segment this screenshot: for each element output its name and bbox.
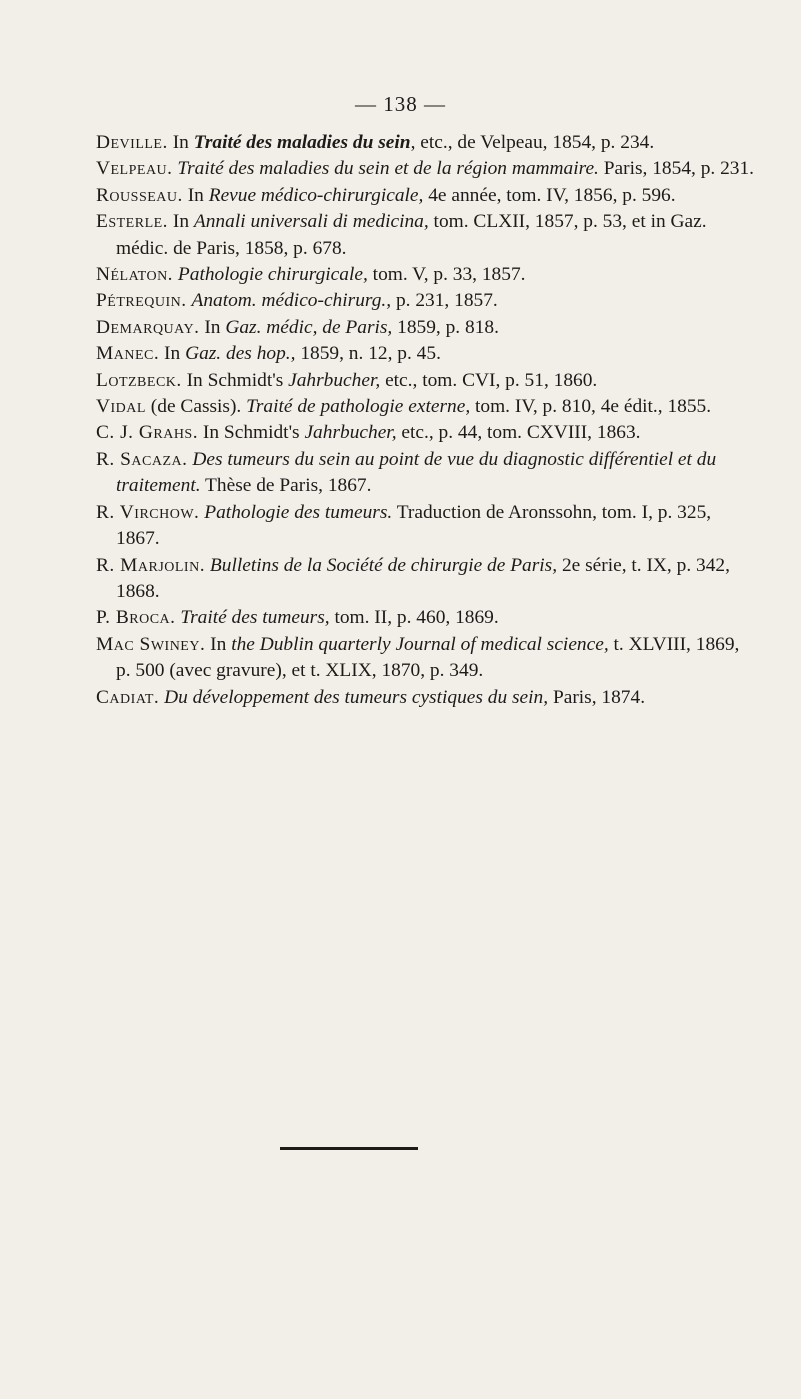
reference-title: Revue médico-chirurgicale,	[208, 184, 424, 206]
reference-item	[96, 368, 756, 394]
reference-item	[96, 130, 756, 156]
reference-details: tom. IV, p. 810, 4e édit., 1855.	[470, 396, 712, 418]
reference-title: Anatom. médico-chirurg.,	[191, 290, 392, 312]
reference-item	[96, 209, 756, 262]
reference-item	[96, 685, 756, 711]
reference-author: Demarquay.	[96, 316, 200, 338]
reference-item	[96, 262, 756, 288]
reference-details: tom. V, p. 33, 1857.	[367, 264, 526, 286]
reference-title: Gaz. médic, de Paris,	[225, 316, 393, 338]
reference-author: Nélaton.	[96, 264, 174, 286]
reference-title: Traité de pathologie externe,	[246, 396, 471, 418]
reference-prefix: (de Cassis).	[145, 396, 247, 418]
reference-prefix: In Schmidt's	[181, 369, 289, 391]
reference-details: tom. CLXII, 1857, p. 53, et in Gaz. médic. de Paris, 1858, p. 678.	[116, 211, 707, 259]
reference-details: t. XLVIII, 1869, p. 500 (avec gravure), et t. XLIX, 1870, p. 349.	[116, 633, 740, 682]
reference-details: , etc., de Velpeau, 1854, p. 234.	[410, 132, 655, 153]
reference-prefix: In	[182, 184, 209, 206]
reference-details: Paris, 1854, p. 231.	[598, 158, 755, 180]
reference-details: Paris, 1874.	[548, 686, 646, 708]
reference-author: R. Marjolin.	[96, 554, 206, 576]
reference-details: Traduction de Aronssohn, tom. I, p. 325, 1867.	[116, 501, 712, 550]
reference-title: Jahrbucher,	[304, 422, 397, 444]
reference-details: tom. II, p. 460, 1869.	[329, 607, 499, 629]
reference-title: Traité des maladies du sein et de la région mammaire.	[177, 158, 599, 180]
reference-author: C. J. Grahs.	[96, 422, 199, 444]
reference-item	[96, 288, 756, 314]
reference-item	[96, 553, 756, 606]
reference-item	[96, 420, 756, 446]
reference-title: Pathologie chirurgicale,	[177, 264, 368, 286]
reference-item	[96, 394, 756, 420]
reference-title: Bulletins de la Société de chirurgie de Paris,	[209, 554, 558, 576]
reference-details: 4e année, tom. IV, 1856, p. 596.	[423, 184, 676, 206]
reference-author: Pétrequin.	[96, 290, 187, 312]
reference-item	[96, 341, 756, 367]
reference-title: Traité des tumeurs,	[180, 607, 330, 629]
reference-title: Traité des maladies du sein	[193, 132, 411, 153]
reference-author: Esterle.	[96, 211, 169, 233]
reference-title: Des tumeurs du sein au point de vue du diagnostic différentiel et du traitement.	[116, 448, 717, 497]
reference-title: Gaz. des hop.,	[185, 343, 296, 365]
reference-title: Annali universali di medicina,	[193, 211, 429, 233]
reference-title: Du développement des tumeurs cystiques du sein,	[164, 686, 549, 708]
reference-details: etc., p. 44, tom. CXVIII, 1863.	[396, 422, 641, 444]
section-divider	[280, 1147, 418, 1150]
reference-item	[96, 447, 756, 500]
reference-prefix: In	[205, 633, 232, 655]
reference-details: etc., tom. CVI, p. 51, 1860.	[380, 369, 598, 391]
reference-author: Mac Swiney.	[96, 633, 206, 655]
reference-title: Pathologie des tumeurs.	[204, 501, 393, 523]
reference-item	[96, 605, 756, 631]
reference-details: 1859, n. 12, p. 45.	[295, 343, 441, 365]
reference-details: p. 231, 1857.	[391, 290, 498, 312]
reference-author: Velpeau.	[96, 158, 173, 180]
reference-prefix: In	[167, 132, 194, 153]
reference-prefix: In	[159, 343, 186, 365]
reference-author: P. Broca.	[96, 607, 176, 629]
reference-details: Thèse de Paris, 1867.	[200, 475, 372, 497]
reference-item	[96, 315, 756, 341]
reference-prefix: In	[168, 211, 194, 233]
reference-author: R. Virchow.	[96, 501, 200, 523]
reference-author: Lotzbeck.	[96, 369, 182, 391]
reference-author: Manec.	[96, 343, 160, 365]
reference-list	[96, 130, 756, 711]
reference-item	[96, 183, 756, 209]
reference-details: 1859, p. 818.	[392, 316, 499, 338]
page-number: — 138 —	[355, 92, 446, 116]
reference-prefix: In Schmidt's	[198, 422, 305, 444]
reference-item	[96, 500, 756, 553]
reference-title: Jahrbucher,	[288, 369, 381, 391]
reference-author: R. Sacaza.	[96, 448, 188, 470]
reference-item	[96, 632, 756, 685]
reference-details: 2e série, t. IX, p. 342, 1868.	[116, 554, 730, 602]
reference-item	[96, 156, 756, 182]
reference-prefix: In	[199, 316, 226, 338]
reference-author: Deville.	[96, 132, 168, 153]
reference-author: Vidal	[96, 396, 146, 418]
reference-author: Cadiat.	[96, 686, 160, 708]
reference-title: the Dublin quarterly Journal of medical science,	[231, 633, 609, 655]
reference-author: Rousseau.	[96, 184, 183, 206]
